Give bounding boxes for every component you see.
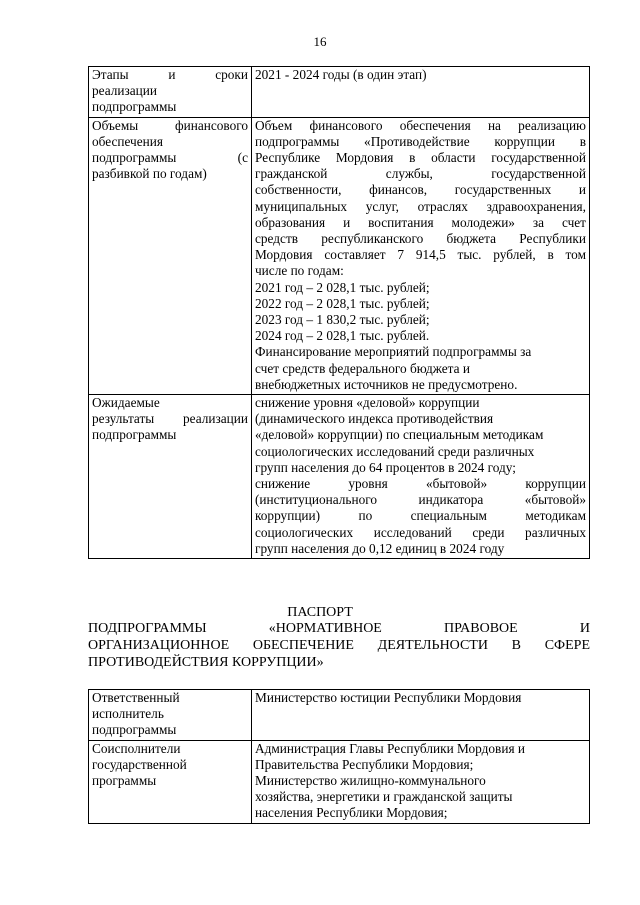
value-line: (динамического индекса противодействия xyxy=(255,411,494,427)
value-line: средств республиканского бюджета Республики xyxy=(255,231,586,247)
value-line: снижение уровня «бытовой» коррупции xyxy=(255,476,586,492)
value-line: Финансирование мероприятий подпрограммы за xyxy=(255,344,532,360)
value-line: 2023 год – 1 830,2 тыс. рублей; xyxy=(255,312,430,328)
value-line: коррупции) по специальным методикам xyxy=(255,508,586,524)
value-line: социологических исследований среди различных xyxy=(255,443,535,459)
label-line: исполнитель xyxy=(92,706,164,722)
row-value-funding xyxy=(252,117,590,394)
row-value-results xyxy=(252,395,590,559)
value-line: Правительства Республики Мордовия; xyxy=(255,756,474,772)
value-line: социологических исследований среди различных xyxy=(255,524,586,540)
subprogram-info-table xyxy=(88,66,590,559)
label-line: результаты реализации xyxy=(92,411,248,427)
label-line: государственной xyxy=(92,756,187,772)
value-line: гражданской службы, государственной xyxy=(255,166,586,182)
row-label-executor xyxy=(89,690,252,741)
value-line: 2021 год – 2 028,1 тыс. рублей; xyxy=(255,279,430,295)
row-value-stages xyxy=(252,67,590,118)
label-line: Ожидаемые xyxy=(92,395,160,411)
value-line: Администрация Главы Республики Мордовия и xyxy=(255,740,525,756)
row-label-funding xyxy=(89,117,252,394)
label-line: разбивкой по годам) xyxy=(92,166,207,182)
table-row xyxy=(89,690,590,741)
value-line: Объем финансового обеспечения на реализацию xyxy=(255,117,586,133)
row-value-coexecutors xyxy=(252,740,590,823)
value-line: Министерство юстиции Республики Мордовия xyxy=(255,690,522,705)
value-line: 2024 год – 2 028,1 тыс. рублей. xyxy=(255,328,430,344)
row-label-stages xyxy=(89,67,252,118)
value-line: подпрограммы «Противодействие коррупции в xyxy=(255,133,586,149)
value-line: собственности, финансов, государственных и xyxy=(255,182,586,198)
subprogram-title-line: ПРОТИВОДЕЙСТВИЯ КОРРУПЦИИ» xyxy=(88,655,324,670)
table-row xyxy=(89,740,590,823)
label-line: Объемы финансового xyxy=(92,117,248,133)
passport-title: ПАСПОРТ xyxy=(287,605,353,620)
value-line: внебюджетных источников не предусмотрено. xyxy=(255,376,518,392)
subprogram-title-line: ПОДПРОГРАММЫ «НОРМАТИВНОЕ ПРАВОВОЕ И xyxy=(88,621,590,636)
value-line: снижение уровня «деловой» коррупции xyxy=(255,395,480,411)
value-line: (институционального индикатора «бытовой» xyxy=(255,492,586,508)
value-line: 2022 год – 2 028,1 тыс. рублей; xyxy=(255,295,430,311)
value-line: «деловой» коррупции) по специальным методикам xyxy=(255,427,544,443)
table-row xyxy=(89,395,590,559)
value-line: Республике Мордовия в области государственной xyxy=(255,150,586,166)
value-line: муниципальных услуг, отраслях здравоохранения, xyxy=(255,198,586,214)
label-line: Соисполнители xyxy=(92,740,181,756)
subprogram-title-line: ОРГАНИЗАЦИОННОЕ ОБЕСПЕЧЕНИЕ ДЕЯТЕЛЬНОСТИ В СФЕРЕ xyxy=(88,638,590,653)
row-label-results xyxy=(89,395,252,559)
row-value-executor xyxy=(252,690,590,741)
value-line: образования и воспитания молодежи» за счет xyxy=(255,214,586,230)
label-line: обеспечения xyxy=(92,133,163,149)
value-line: счет средств федерального бюджета и xyxy=(255,360,470,376)
value-line: Мордовия составляет 7 914,5 тыс. рублей, в том xyxy=(255,247,586,263)
page-number: 16 xyxy=(313,34,327,49)
value-line: Министерство жилищно-коммунального xyxy=(255,773,486,789)
value-line: 2021 - 2024 годы (в один этап) xyxy=(255,67,427,82)
value-line: числе по годам: xyxy=(255,263,344,279)
value-line: населения Республики Мордовия; xyxy=(255,805,448,821)
table-row xyxy=(89,117,590,394)
value-line: групп населения до 0,12 единиц в 2024 году xyxy=(255,540,505,556)
label-line: подпрограммы xyxy=(92,722,177,738)
value-line: групп населения до 64 процентов в 2024 году; xyxy=(255,459,516,475)
value-line: хозяйства, энергетики и гражданской защиты xyxy=(255,789,513,805)
row-label-coexecutors xyxy=(89,740,252,823)
label-line: реализации xyxy=(92,83,157,99)
label-line: подпрограммы xyxy=(92,99,177,115)
label-line: программы xyxy=(92,773,157,789)
passport-table xyxy=(88,689,590,824)
subprogram-title xyxy=(88,620,590,671)
label-line: Этапы и сроки xyxy=(92,67,248,82)
table-row xyxy=(89,67,590,118)
label-line: подпрограммы (с xyxy=(92,150,248,166)
label-line: Ответственный xyxy=(92,690,180,705)
label-line: подпрограммы xyxy=(92,427,177,443)
